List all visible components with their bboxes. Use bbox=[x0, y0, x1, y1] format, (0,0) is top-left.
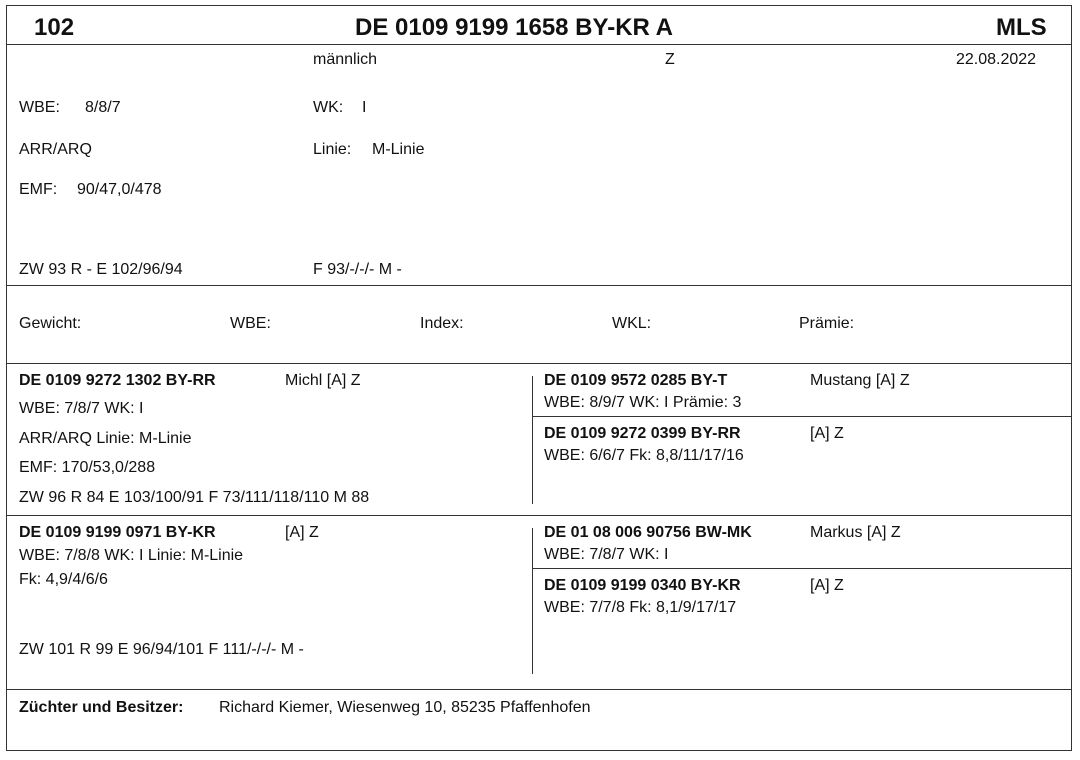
dam-sire-name: Markus [A] Z bbox=[810, 524, 901, 541]
dam-column-divider bbox=[532, 528, 533, 674]
sire-parents-divider bbox=[532, 416, 1072, 417]
mark: Z bbox=[665, 51, 675, 68]
eval-divider bbox=[6, 363, 1072, 364]
info-divider bbox=[6, 285, 1072, 286]
sire-line-3: EMF: 170/53,0/288 bbox=[19, 459, 156, 476]
sire-dam-divider bbox=[6, 515, 1072, 516]
dam-id: DE 0109 9199 0971 BY-KR bbox=[19, 524, 216, 541]
dam-dam-line-1: WBE: 7/7/8 Fk: 8,1/9/17/17 bbox=[544, 599, 737, 616]
linie-value: M-Linie bbox=[372, 141, 425, 158]
linie-label: Linie: bbox=[313, 141, 352, 158]
sire-sire-line-1: WBE: 8/9/7 WK: I Prämie: 3 bbox=[544, 394, 742, 411]
sire-sire-id: DE 0109 9572 0285 BY-T bbox=[544, 372, 728, 389]
sire-dam-id: DE 0109 9272 0399 BY-RR bbox=[544, 425, 741, 442]
eval-wbe-label: WBE: bbox=[230, 315, 271, 332]
emf-label: EMF: bbox=[19, 181, 58, 198]
breed-code: MLS bbox=[996, 14, 1047, 41]
dam-line-1: WBE: 7/8/8 WK: I Linie: M-Linie bbox=[19, 547, 244, 564]
breeder-label: Züchter und Besitzer: bbox=[19, 699, 184, 716]
wk-label: WK: bbox=[313, 99, 344, 116]
sire-column-divider bbox=[532, 376, 533, 504]
wbe-label: WBE: bbox=[19, 99, 60, 116]
dam-dam-name: [A] Z bbox=[810, 577, 844, 594]
dam-sire-line-1: WBE: 7/8/7 WK: I bbox=[544, 546, 669, 563]
ring-number: DE 0109 9199 1658 BY-KR A bbox=[355, 14, 673, 41]
sire-line-4: ZW 96 R 84 E 103/100/91 F 73/111/118/110 M 88 bbox=[19, 489, 370, 506]
sire-id: DE 0109 9272 1302 BY-RR bbox=[19, 372, 216, 389]
wk-value: I bbox=[362, 99, 367, 116]
dam-sire-id: DE 01 08 006 90756 BW-MK bbox=[544, 524, 752, 541]
sire-dam-line-1: WBE: 6/6/7 Fk: 8,8/11/17/16 bbox=[544, 447, 744, 464]
dam-dam-id: DE 0109 9199 0340 BY-KR bbox=[544, 577, 741, 594]
sex: männlich bbox=[313, 51, 378, 68]
gewicht-label: Gewicht: bbox=[19, 315, 82, 332]
index-label: Index: bbox=[420, 315, 464, 332]
sire-line-2: ARR/ARQ Linie: M-Linie bbox=[19, 430, 192, 447]
dam-parents-divider bbox=[532, 568, 1072, 569]
dam-name: [A] Z bbox=[285, 524, 319, 541]
genotype: ARR/ARQ bbox=[19, 141, 92, 158]
catalog-number: 102 bbox=[34, 14, 75, 41]
wkl-label: WKL: bbox=[612, 315, 652, 332]
breeding-value: ZW 93 R - E 102/96/94 bbox=[19, 261, 183, 278]
date: 22.08.2022 bbox=[956, 51, 1037, 68]
sire-line-1: WBE: 7/8/7 WK: I bbox=[19, 400, 144, 417]
sire-sire-name: Mustang [A] Z bbox=[810, 372, 910, 389]
breeder-value: Richard Kiemer, Wiesenweg 10, 85235 Pfaffenhofen bbox=[219, 699, 591, 716]
emf-value: 90/47,0/478 bbox=[77, 181, 162, 198]
wbe-value: 8/8/7 bbox=[85, 99, 121, 116]
sire-name: Michl [A] Z bbox=[285, 372, 361, 389]
dam-line-2: Fk: 4,9/4/6/6 bbox=[19, 571, 108, 588]
f-value: F 93/-/-/- M - bbox=[313, 261, 402, 278]
header-divider bbox=[6, 44, 1072, 45]
footer-divider bbox=[6, 689, 1072, 690]
praemie-label: Prämie: bbox=[799, 315, 855, 332]
sire-dam-name: [A] Z bbox=[810, 425, 844, 442]
dam-line-3: ZW 101 R 99 E 96/94/101 F 111/-/-/- M - bbox=[19, 641, 304, 658]
